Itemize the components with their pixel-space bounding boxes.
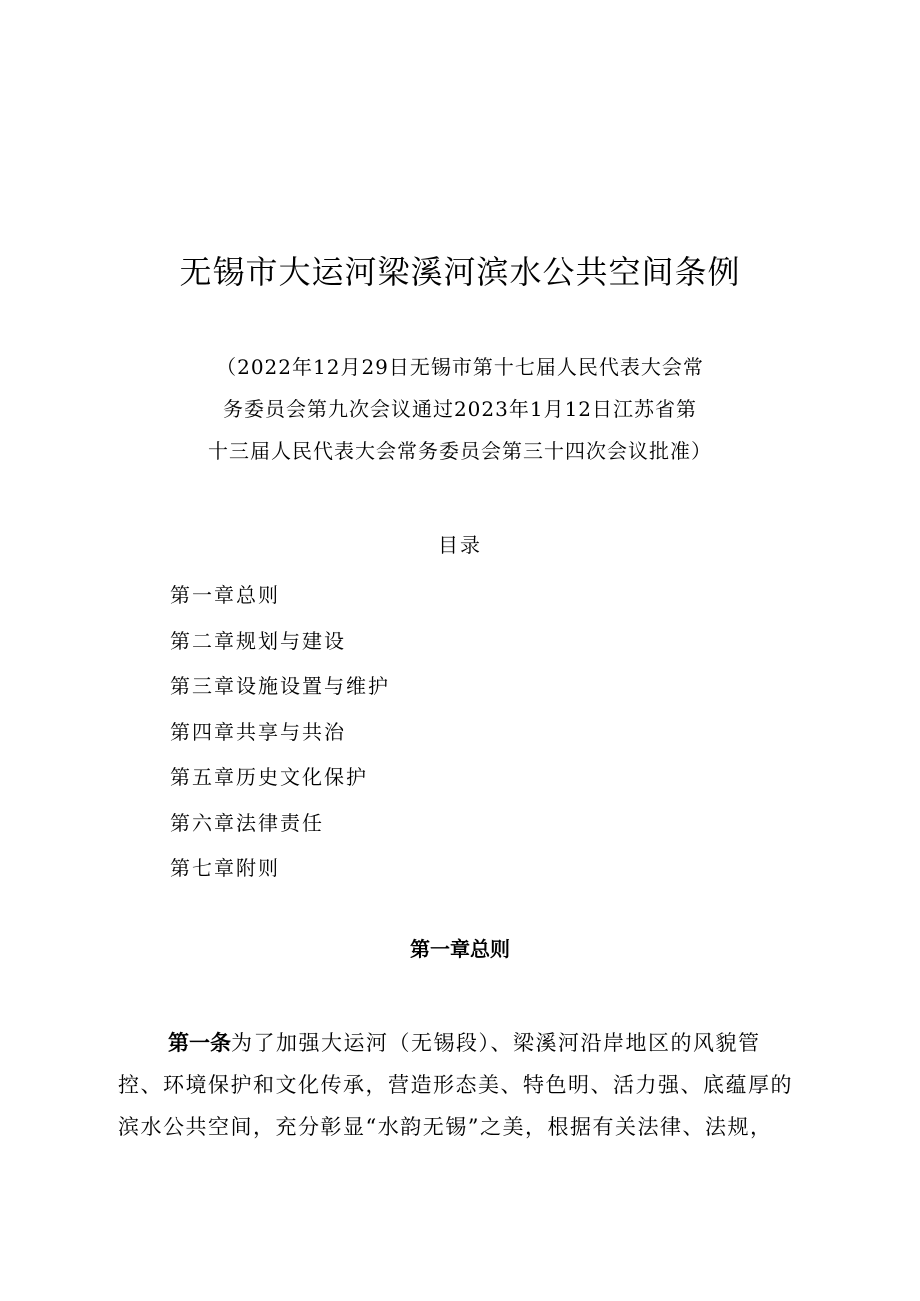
adoption-note-line: （2022年12月29日无锡市第十七届人民代表大会常 xyxy=(216,355,704,379)
chapter-heading: 第一章总则 xyxy=(410,937,510,961)
article-line: 滨水公共空间，充分彰显“水韵无锡”之美，根据有关法律、法规， xyxy=(118,1115,773,1139)
adoption-note xyxy=(150,346,770,472)
toc-heading: 目录 xyxy=(438,533,482,557)
article-text: 为了加强大运河（无锡段）、梁溪河沿岸地区的风貌管 xyxy=(231,1031,761,1055)
adoption-note-line: 十三届人民代表大会常务委员会第三十四次会议批准） xyxy=(208,439,712,463)
table-of-contents xyxy=(170,573,390,892)
toc-item-chapter-5: 第五章历史文化保护 xyxy=(170,765,368,789)
article-line xyxy=(118,1022,808,1064)
toc-item-chapter-7: 第七章附则 xyxy=(170,856,280,880)
toc-item-chapter-4: 第四章共享与共治 xyxy=(170,719,346,744)
toc-item-chapter-1: 第一章总则 xyxy=(170,583,280,607)
document-title: 无锡市大运河梁溪河滨水公共空间条例 xyxy=(179,253,741,291)
adoption-note-line: 务委员会第九次会议通过2023年1月12日江苏省第 xyxy=(222,397,698,421)
article-one xyxy=(118,1022,808,1148)
toc-item-chapter-2: 第二章规划与建设 xyxy=(170,628,346,653)
toc-item-chapter-3: 第三章设施设置与维护 xyxy=(170,674,390,698)
article-number: 第一条 xyxy=(168,1031,231,1055)
toc-item-chapter-6: 第六章法律责任 xyxy=(170,810,324,835)
article-line: 控、环境保护和文化传承，营造形态美、特色明、活力强、底蕴厚的 xyxy=(118,1073,793,1097)
